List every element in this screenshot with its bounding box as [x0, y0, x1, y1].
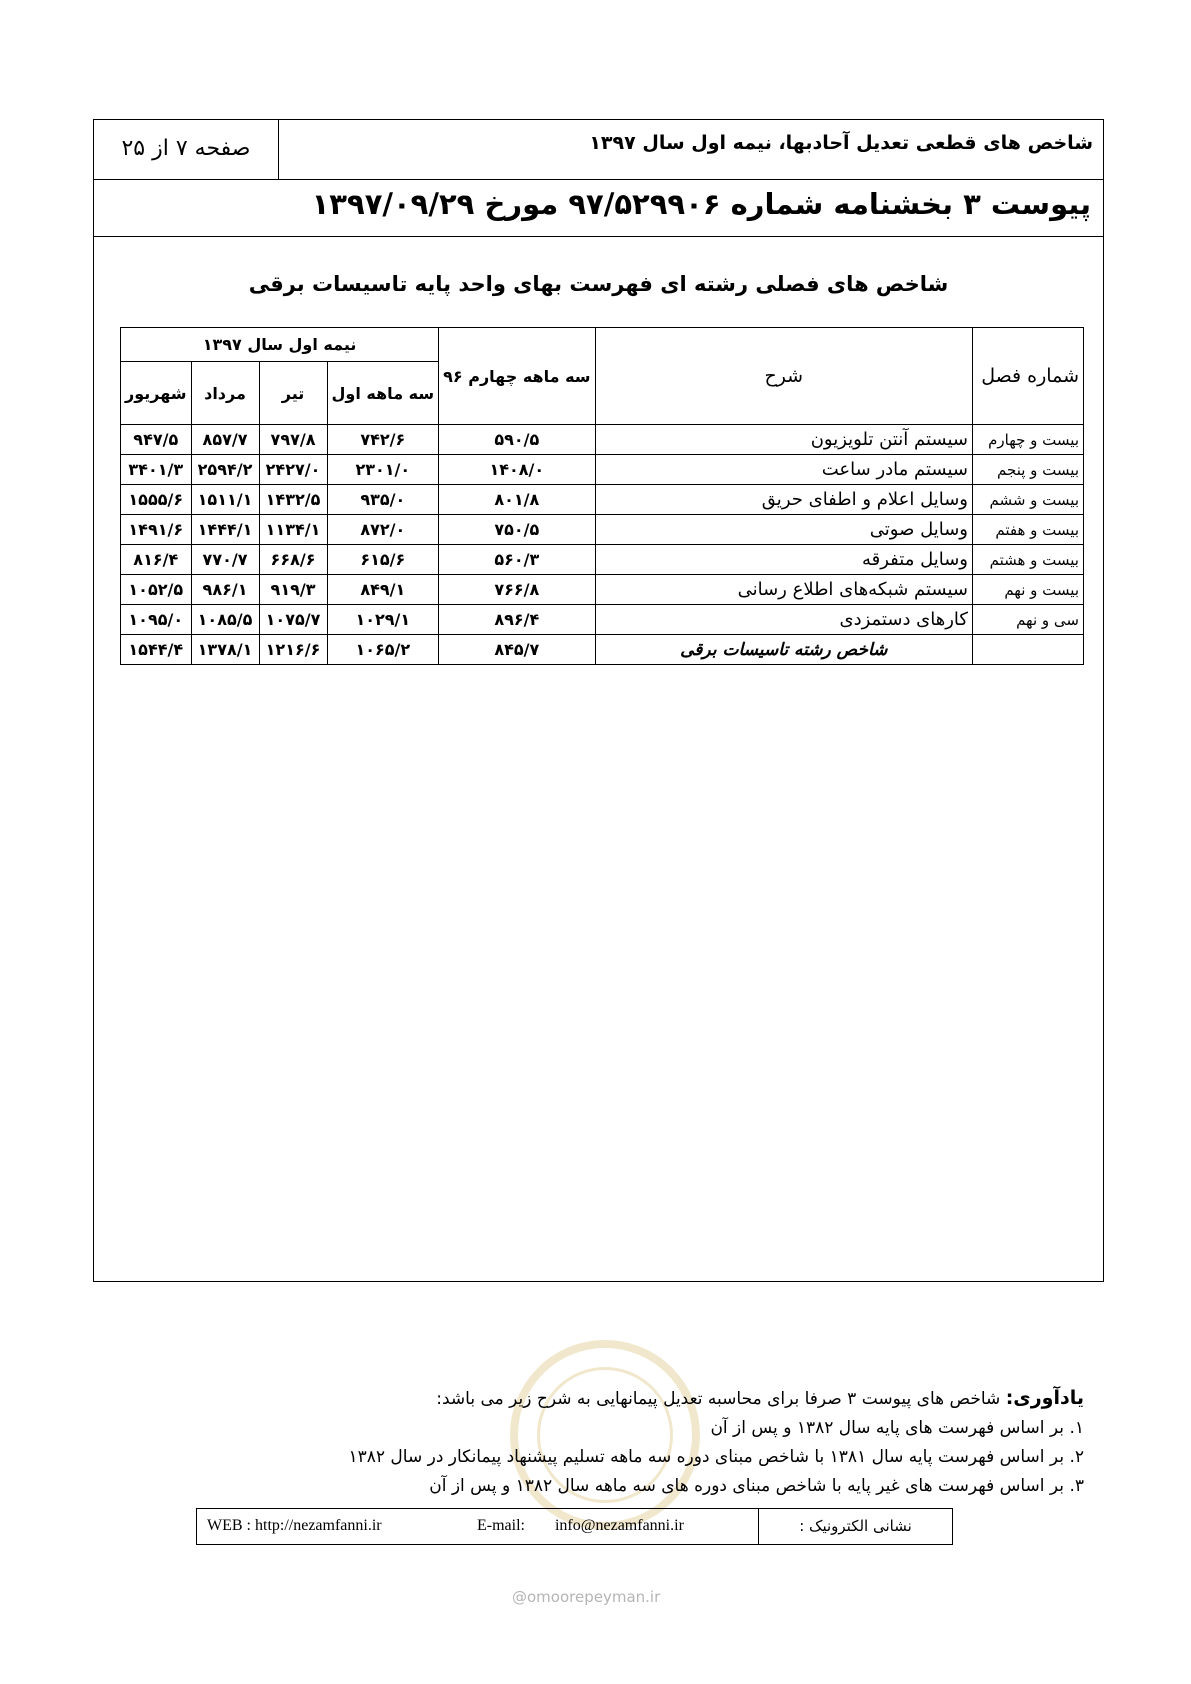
email-block	[477, 1517, 684, 1535]
shahrivar-cell: ۳۴۰۱/۳	[121, 455, 192, 485]
q96-cell: ۸۹۶/۴	[439, 605, 595, 635]
chapter-cell: سی و نهم	[973, 605, 1084, 635]
mordad-cell: ۱۰۸۵/۵	[191, 605, 259, 635]
q96-cell: ۵۹۰/۵	[439, 425, 595, 455]
tir-cell: ۶۶۸/۶	[259, 545, 327, 575]
shahrivar-cell: ۱۰۹۵/۰	[121, 605, 192, 635]
total-q1: ۱۰۶۵/۲	[327, 635, 439, 665]
page-number: صفحه ۷ از ۲۵	[94, 120, 279, 179]
chapter-cell-empty	[973, 635, 1084, 665]
desc-cell: سیستم شبکه‌های اطلاع رسانی	[595, 575, 972, 605]
shahrivar-cell: ۹۴۷/۵	[121, 425, 192, 455]
tir-cell: ۲۴۲۷/۰	[259, 455, 327, 485]
shahrivar-cell: ۱۴۹۱/۶	[121, 515, 192, 545]
desc-cell: کارهای دستمزدی	[595, 605, 972, 635]
desc-cell: وسایل اعلام و اطفای حریق	[595, 485, 972, 515]
q96-cell: ۸۰۱/۸	[439, 485, 595, 515]
mordad-cell: ۸۵۷/۷	[191, 425, 259, 455]
document-frame	[93, 119, 1104, 1282]
mordad-cell: ۲۵۹۴/۲	[191, 455, 259, 485]
tir-cell: ۱۴۳۲/۵	[259, 485, 327, 515]
chapter-cell: بیست و پنجم	[973, 455, 1084, 485]
total-row	[121, 635, 1084, 665]
q96-cell: ۵۶۰/۳	[439, 545, 595, 575]
table-title: شاخص های فصلی رشته ای فهرست بهای واحد پایه تاسیسات برقی	[248, 272, 949, 296]
subheader-row	[94, 179, 1103, 237]
circular-reference: پیوست ۳ بخشنامه شماره ۹۷/۵۲۹۹۰۶ مورخ ۱۳۹۷/۰۹/۲۹	[311, 187, 1091, 221]
col-shahrivar-header: شهریور	[121, 362, 192, 425]
table-row	[121, 515, 1084, 545]
total-label: شاخص رشته تاسیسات برقی	[595, 635, 972, 665]
chapter-cell: بیست و نهم	[973, 575, 1084, 605]
table-row	[121, 575, 1084, 605]
chapter-cell: بیست و چهارم	[973, 425, 1084, 455]
shahrivar-cell: ۱۵۵۵/۶	[121, 485, 192, 515]
desc-cell: سیستم آنتن تلویزیون	[595, 425, 972, 455]
col-chapter-header: شماره فصل	[973, 328, 1084, 425]
q1-cell: ۹۳۵/۰	[327, 485, 439, 515]
note-item: ۲. بر اساس فهرست پایه سال ۱۳۸۱ با شاخص مبنای دوره سه ماهه تسلیم پیشنهاد پیمانکار در سال ۱۳۸۲	[348, 1447, 1084, 1467]
footer-label: نشانی الکترونیک :	[758, 1509, 952, 1544]
watermark-text: @omoorepeyman.ir	[512, 1588, 661, 1606]
q1-cell: ۲۳۰۱/۰	[327, 455, 439, 485]
notes-section	[124, 1384, 1084, 1501]
col-desc-header: شرح	[595, 328, 972, 425]
tir-cell: ۱۰۷۵/۷	[259, 605, 327, 635]
website-link[interactable]: WEB : http://nezamfanni.ir	[207, 1517, 382, 1534]
mordad-cell: ۱۵۱۱/۱	[191, 485, 259, 515]
index-table	[120, 327, 1084, 665]
notes-intro: شاخص های پیوست ۳ صرفا برای محاسبه تعدیل پیمانهایی به شرح زیر می باشد:	[436, 1389, 1006, 1409]
col-mordad-header: مرداد	[191, 362, 259, 425]
total-mordad: ۱۳۷۸/۱	[191, 635, 259, 665]
q96-cell: ۷۶۶/۸	[439, 575, 595, 605]
q96-cell: ۷۵۰/۵	[439, 515, 595, 545]
email-label: E-mail:	[477, 1517, 525, 1534]
total-tir: ۱۲۱۶/۶	[259, 635, 327, 665]
q1-cell: ۷۴۲/۶	[327, 425, 439, 455]
q1-cell: ۸۷۲/۰	[327, 515, 439, 545]
col-q96-header: سه ماهه چهارم ۹۶	[439, 328, 595, 425]
note-item: ۳. بر اساس فهرست های غیر پایه با شاخص مبنای دوره های سه ماهه سال ۱۳۸۲ و پس از آن	[429, 1476, 1084, 1496]
email-link[interactable]: info@nezamfanni.ir	[554, 1517, 684, 1534]
chapter-cell: بیست و ششم	[973, 485, 1084, 515]
table-row	[121, 605, 1084, 635]
desc-cell: سیستم مادر ساعت	[595, 455, 972, 485]
total-shahrivar: ۱۵۴۴/۴	[121, 635, 192, 665]
notes-intro-line	[124, 1384, 1084, 1414]
document-title: شاخص های قطعی تعدیل آحادبها، نیمه اول سال ۱۳۹۷	[589, 132, 1093, 154]
q96-cell: ۱۴۰۸/۰	[439, 455, 595, 485]
mordad-cell: ۹۸۶/۱	[191, 575, 259, 605]
table-row	[121, 485, 1084, 515]
note-item: ۱. بر اساس فهرست های پایه سال ۱۳۸۲ و پس از آن	[710, 1418, 1084, 1438]
header-row	[94, 120, 1103, 180]
total-q96: ۸۴۵/۷	[439, 635, 595, 665]
col-tir-header: تیر	[259, 362, 327, 425]
mordad-cell: ۷۷۰/۷	[191, 545, 259, 575]
notes-label: یادآوری:	[1005, 1387, 1084, 1409]
chapter-cell: بیست و هفتم	[973, 515, 1084, 545]
tir-cell: ۱۱۳۴/۱	[259, 515, 327, 545]
footer-box	[196, 1508, 953, 1545]
q1-cell: ۶۱۵/۶	[327, 545, 439, 575]
desc-cell: وسایل متفرقه	[595, 545, 972, 575]
tir-cell: ۷۹۷/۸	[259, 425, 327, 455]
col-q1-header: سه ماهه اول	[327, 362, 439, 425]
desc-cell: وسایل صوتی	[595, 515, 972, 545]
table-row	[121, 455, 1084, 485]
shahrivar-cell: ۱۰۵۲/۵	[121, 575, 192, 605]
q1-cell: ۱۰۲۹/۱	[327, 605, 439, 635]
mordad-cell: ۱۴۴۴/۱	[191, 515, 259, 545]
table-row	[121, 425, 1084, 455]
chapter-cell: بیست و هشتم	[973, 545, 1084, 575]
group-1397-header: نیمه اول سال ۱۳۹۷	[121, 328, 439, 362]
table-row	[121, 545, 1084, 575]
tir-cell: ۹۱۹/۳	[259, 575, 327, 605]
shahrivar-cell: ۸۱۶/۴	[121, 545, 192, 575]
q1-cell: ۸۴۹/۱	[327, 575, 439, 605]
